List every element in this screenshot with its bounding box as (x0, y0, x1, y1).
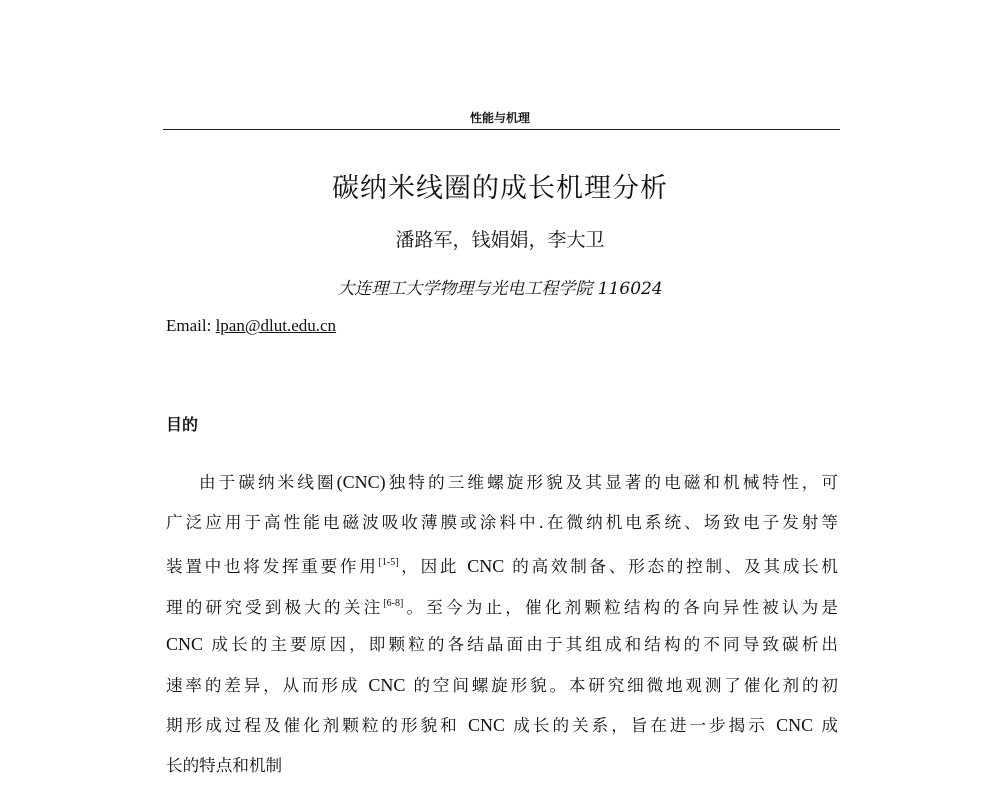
paper-title: 碳纳米线圈的成长机理分析 (0, 166, 1000, 205)
section-heading: 目的 (166, 412, 198, 435)
paper-authors: 潘路军，钱娟娟，李大卫 (0, 225, 1000, 252)
running-header: 性能与机理 (0, 109, 1000, 126)
citation: [1-5] (379, 557, 399, 568)
email-line (166, 316, 336, 336)
body-line: 期形成过程及催化剂颗粒的形貌和 CNC 成长的关系，旨在进一步揭示 CNC 成 (166, 705, 838, 746)
body-line: 理的研究受到极大的关注[6-8]。至今为止，催化剂颗粒结构的各向异性被认为是 (166, 584, 838, 625)
email-link[interactable]: lpan@dlut.edu.cn (216, 316, 336, 335)
header-rule (163, 129, 840, 130)
body-line: 由于碳纳米线圈(CNC)独特的三维螺旋形貌及其显著的电磁和机械特性，可 (166, 462, 838, 503)
citation: [6-8] (383, 598, 403, 609)
body-line: 广泛应用于高性能电磁波吸收薄膜或涂料中.在微纳机电系统、场致电子发射等 (166, 503, 838, 544)
body-line: 装置中也将发挥重要作用[1-5]，因此 CNC 的高效制备、形态的控制、及其成长机 (166, 543, 838, 584)
body-line: CNC 成长的主要原因，即颗粒的各结晶面由于其组成和结构的不同导致碳析出 (166, 624, 838, 665)
email-label: Email: (166, 316, 216, 335)
body-line: 长的特点和机制 (166, 746, 838, 786)
section-body (166, 462, 838, 786)
body-line: 速率的差异，从而形成 CNC 的空间螺旋形貌。本研究细微地观测了催化剂的初 (166, 665, 838, 706)
paper-affiliation: 大连理工大学物理与光电工程学院 116024 (0, 274, 1000, 299)
